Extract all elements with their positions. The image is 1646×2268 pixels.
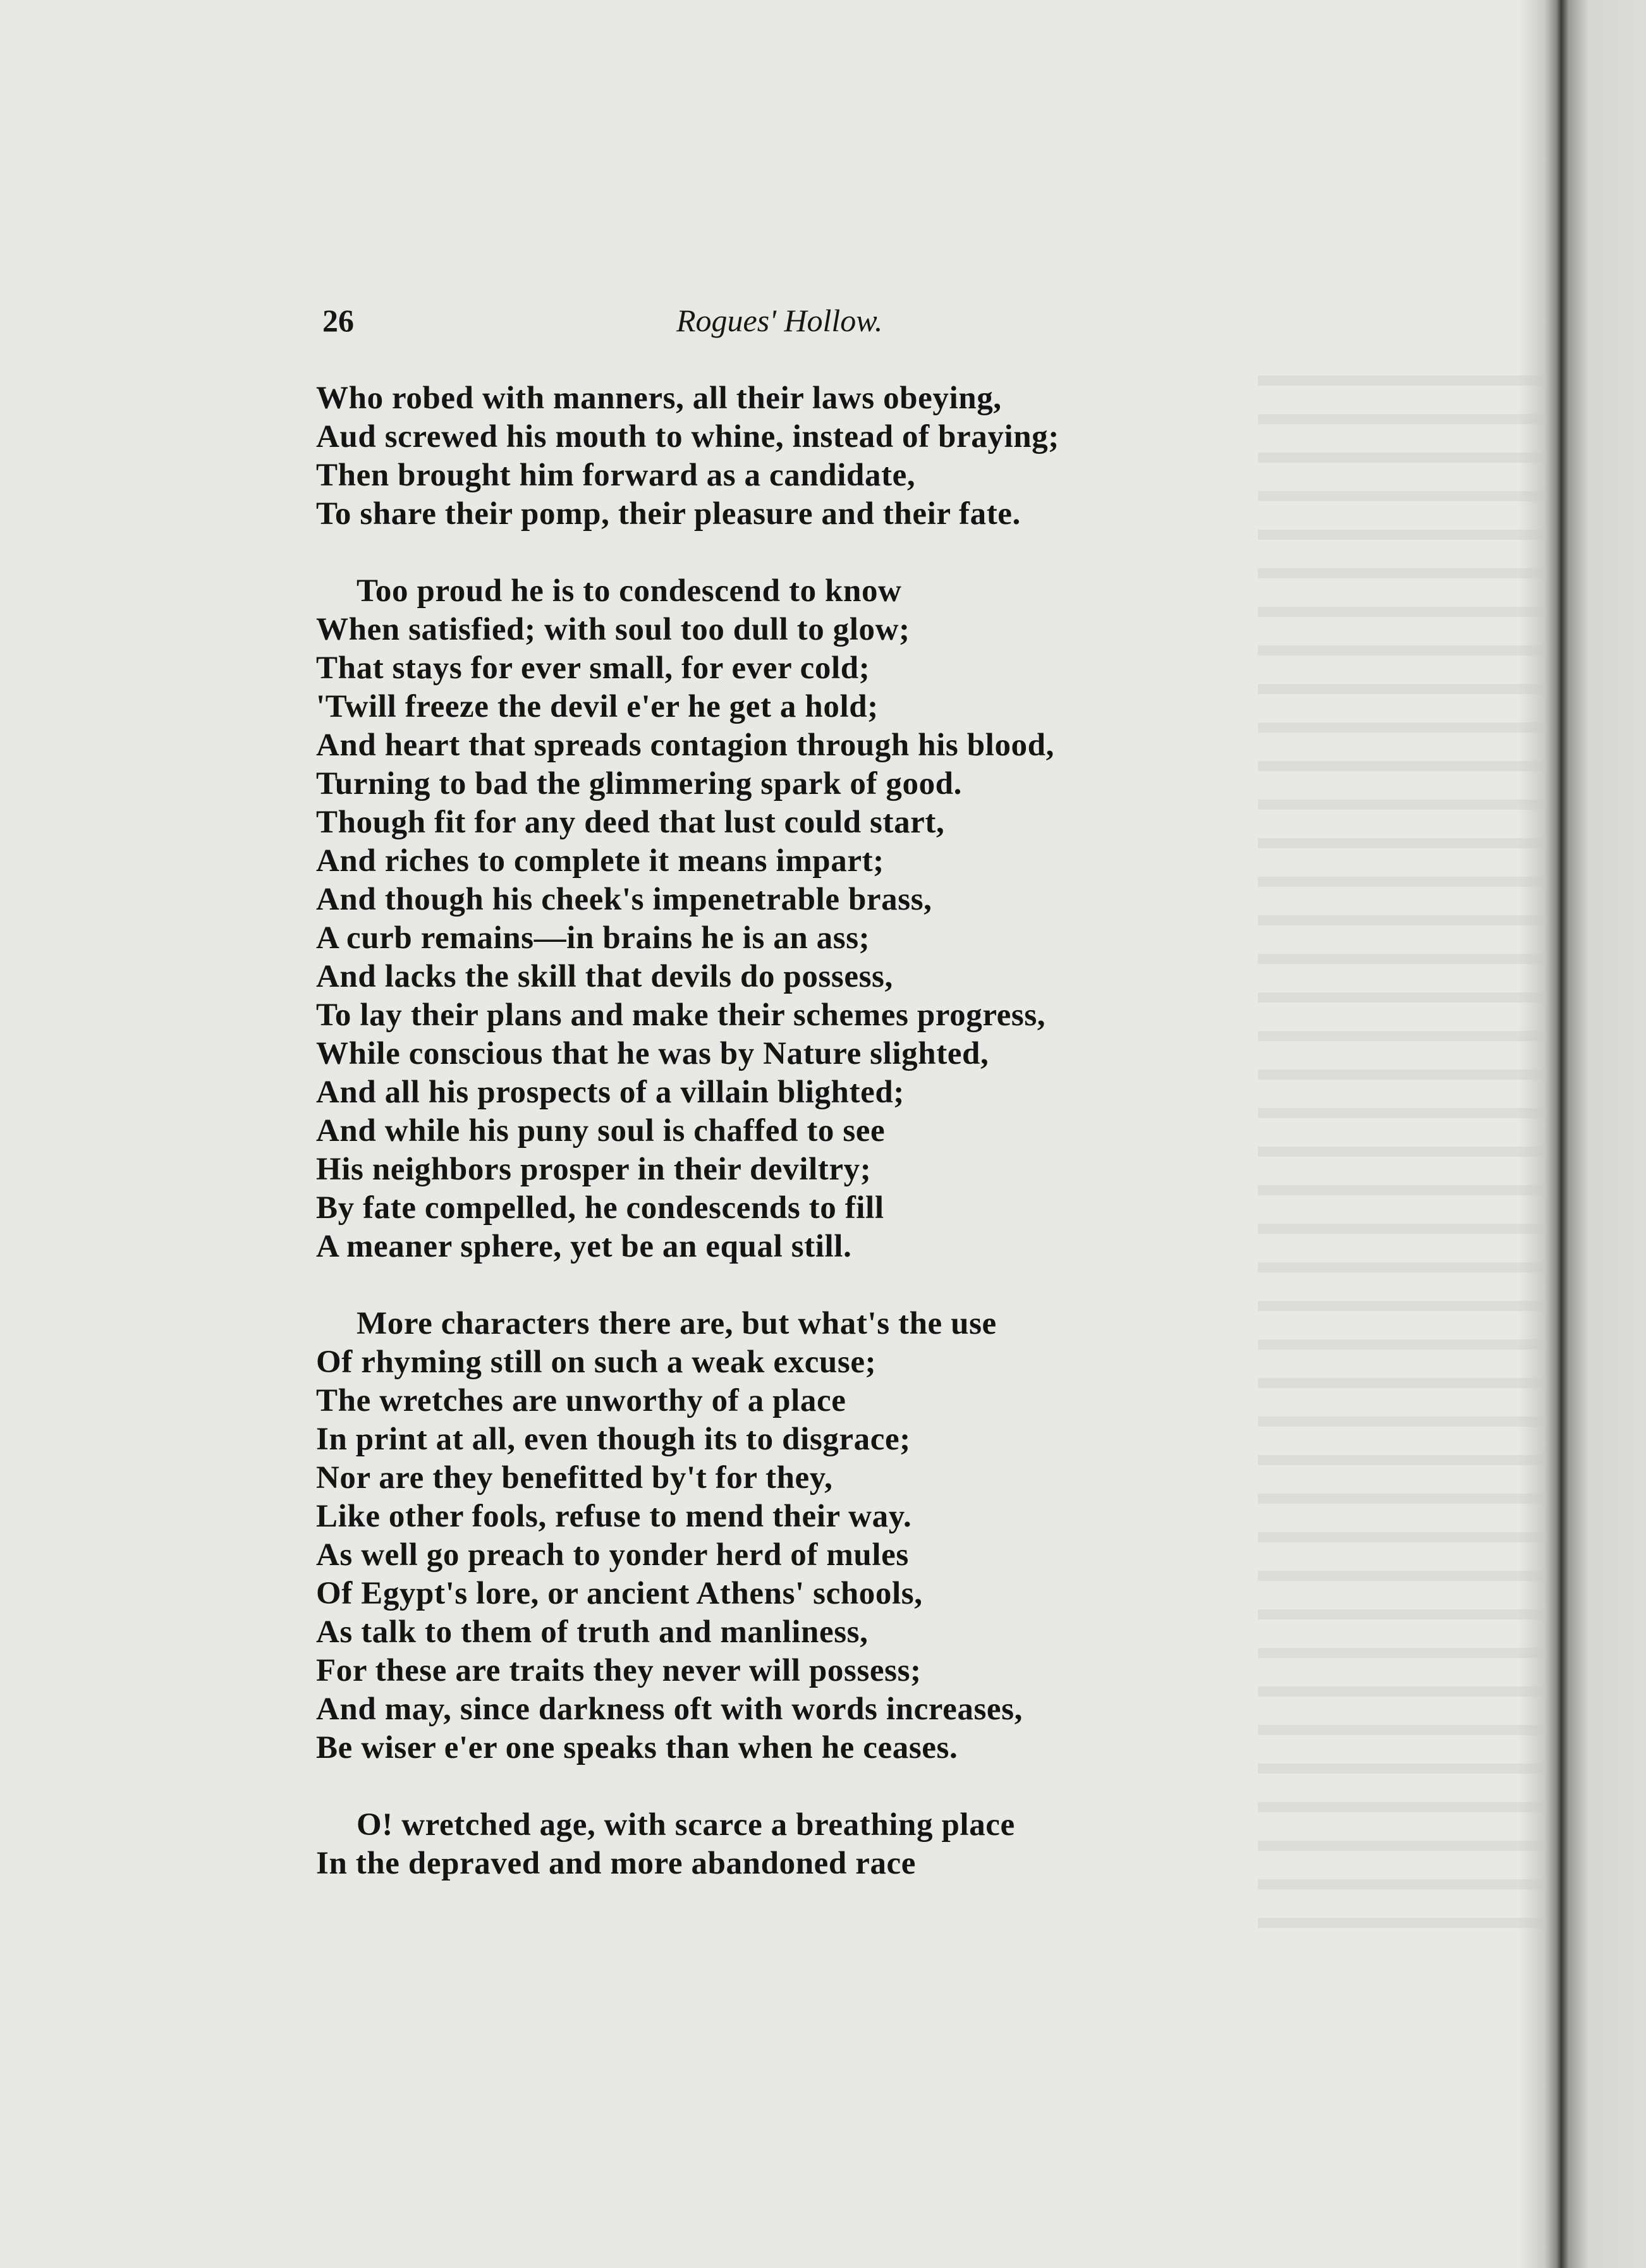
poem-line: Who robed with manners, all their laws obeying, xyxy=(316,381,1002,416)
poem-line: And lacks the skill that devils do possess, xyxy=(316,959,893,994)
poem-line: A curb remains—in brains he is an ass; xyxy=(316,920,870,956)
poem-line: By fate compelled, he condescends to fill xyxy=(316,1190,884,1226)
poem-line: More characters there are, but what's the use xyxy=(357,1306,997,1341)
stanza-4 xyxy=(316,1806,1252,1883)
poem-line: As talk to them of truth and manliness, xyxy=(316,1614,869,1650)
poem-line: And all his prospects of a villain blighted; xyxy=(316,1075,905,1110)
page-number: 26 xyxy=(322,303,354,338)
poem-body xyxy=(316,379,1252,1922)
poem-line: O! wretched age, with scarce a breathing place xyxy=(357,1807,1015,1843)
running-header xyxy=(322,302,961,353)
poem-line: And may, since darkness oft with words increases, xyxy=(316,1692,1023,1727)
facing-page-bleed-through xyxy=(1258,354,1549,1934)
binding-gutter xyxy=(1520,0,1646,2268)
poem-line: Turning to bad the glimmering spark of good. xyxy=(316,766,962,802)
poem-line: Then brought him forward as a candidate, xyxy=(316,458,916,493)
poem-line: As well go preach to yonder herd of mules xyxy=(316,1537,909,1573)
poem-line: While conscious that he was by Nature slighted, xyxy=(316,1036,989,1071)
poem-line: His neighbors prosper in their deviltry; xyxy=(316,1152,872,1187)
poem-line: Of rhyming still on such a weak excuse; xyxy=(316,1344,877,1380)
poem-line: Like other fools, refuse to mend their way. xyxy=(316,1499,912,1534)
stanza-2 xyxy=(316,572,1252,1266)
poem-line: That stays for ever small, for ever cold; xyxy=(316,650,870,686)
poem-line: And though his cheek's impenetrable brass, xyxy=(316,882,932,917)
poem-line: To share their pomp, their pleasure and their fate. xyxy=(316,496,1021,532)
poem-line: Be wiser e'er one speaks than when he ceases. xyxy=(316,1730,958,1765)
poem-line: The wretches are unworthy of a place xyxy=(316,1383,846,1418)
poem-line: And heart that spreads contagion through his blood, xyxy=(316,728,1054,763)
poem-line: Nor are they benefitted by't for they, xyxy=(316,1460,833,1496)
poem-line: In print at all, even though its to disgrace; xyxy=(316,1422,911,1457)
poem-line: A meaner sphere, yet be an equal still. xyxy=(316,1229,852,1264)
poem-line: When satisfied; with soul too dull to glow; xyxy=(316,612,910,647)
poem-line: Of Egypt's lore, or ancient Athens' schools, xyxy=(316,1576,923,1611)
poem-line: Though fit for any deed that lust could start, xyxy=(316,805,945,840)
poem-line: And riches to complete it means impart; xyxy=(316,843,884,879)
poem-line: To lay their plans and make their schemes progress, xyxy=(316,997,1046,1033)
poem-line: For these are traits they never will possess; xyxy=(316,1653,922,1688)
poem-line: And while his puny soul is chaffed to see xyxy=(316,1113,886,1149)
stanza-3 xyxy=(316,1305,1252,1767)
stanza-1 xyxy=(316,379,1252,533)
poem-line: Too proud he is to condescend to know xyxy=(357,573,902,609)
poem-line: Aud screwed his mouth to whine, instead of braying; xyxy=(316,419,1059,454)
running-title: Rogues' Hollow. xyxy=(676,303,883,338)
poem-line: 'Twill freeze the devil e'er he get a hold; xyxy=(316,689,879,724)
poem-line: In the depraved and more abandoned race xyxy=(316,1846,917,1881)
